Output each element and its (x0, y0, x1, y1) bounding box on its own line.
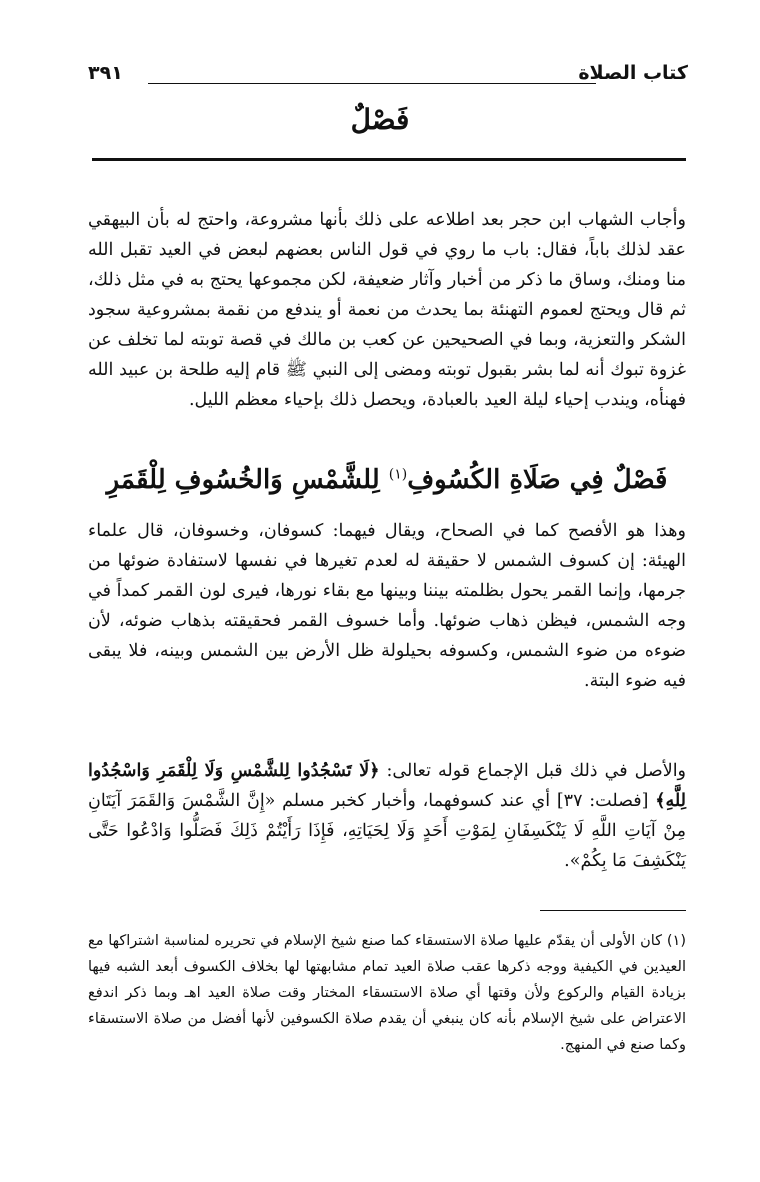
verse-reference: [فصلت: ٣٧] أي عند كسوفهما، وأخبار كخبر مسلم (275, 791, 656, 811)
running-header (88, 62, 688, 90)
footnote-text: (١) كان الأولى أن يقدّم عليها صلاة الاستسقاء كما صنع شيخ الإسلام في تحريره لمناسبة اشتراكها مع العيدين في الكيفية ووجه ذكرها عقب صلاة العيد تمام مشابهتها لها بخلاف الكسوف أبعد الشبه فيها بزيادة القيام والركوع ولأن وقتها أي صلاة الاستسقاء المختار وقت صلاة العيد اهـ وبما ذكر اندفع الاعتراض على شيخ الإسلام بأنه كان ينبغي أن يقدم صلاة الكسوفين لأنها أفضل من صلاة الاستسقاء وكما صنع في المنهج. (88, 933, 686, 1053)
page-number: ٣٩١ (88, 62, 123, 84)
book-title: كتاب الصلاة (578, 62, 688, 84)
section-heading: فَصْلٌ (350, 103, 410, 136)
body-paragraph-3 (88, 756, 686, 876)
footnote-marker[interactable]: (١) (388, 466, 408, 483)
heading-divider (92, 158, 686, 161)
header-rule (148, 83, 596, 84)
quran-verse: ﴿لَا تَسْجُدُوا لِلشَّمْسِ وَلَا لِلْقَمَرِ وَاسْجُدُوا لِلَّهِ﴾ (88, 761, 687, 811)
footnote-separator (540, 910, 686, 911)
hadith-quote: «إِنَّ الشَّمْسَ وَالقَمَرَ آيَتَانِ مِنْ آيَاتِ اللَّهِ لَا يَنْكَسِفَانِ لِمَوْتِ أَحَدٍ وَلَا لِحَيَاتِهِ، فَإِذَا رَأَيْتُمْ ذَلِكَ فَصَلُّوا وَادْعُوا حَتَّى يَنْكَشِفَ مَا بِكُمْ» (88, 791, 686, 871)
body-paragraph-1: وأجاب الشهاب ابن حجر بعد اطلاعه على ذلك بأنها مشروعة، واحتج له بأن البيهقي عقد لذلك باباً، فقال: باب ما روي في قول الناس بعضهم لبعض في العيد تقبل الله منا ومنك، وساق ما ذكر من أخبار وآثار ضعيفة، لكن مجموعها يحتج به في مثل ذلك، ثم قال ويحتج لعموم التهنئة بما يحدث من نعمة أو يندفع من نقمة بمشروعية سجود الشكر والتعزية، وبما في الصحيحين عن كعب بن مالك في قصة توبته لما تخلف عن غزوة تبوك أنه لما بشر بقبول توبته ومضى إلى النبي ﷺ قام إليه طلحة بن عبيد الله فهنأه، ويندب إحياء ليلة العيد بالعبادة، ويحصل ذلك بإحياء معظم الليل. (88, 210, 686, 410)
chapter-heading-part2: لِلشَّمْسِ وَالخُسُوفِ لِلْقَمَرِ (106, 465, 389, 495)
paragraph-end: . (564, 851, 570, 871)
body-paragraph-2: وهذا هو الأفصح كما في الصحاح، ويقال فيهما: كسوفان، وخسوفان، قال علماء الهيئة: إن كسوف الشمس لا حقيقة له لعدم تغيرها في نفسها لاستفادة ضوئها من جرمها، وإنما القمر يحول بظلمته بيننا وبينها مع بقاء نورها، فيرى لون القمر كمداً في وجه الشمس، فيظن ذهاب ضوئها. وأما خسوف القمر فحقيقته بذهاب ضوئه، لأن ضوءه من ضوء الشمس، وكسوفه بحيلولة ظل الأرض بين الشمس وبينه، فلا يبقى فيه ضوء البتة. (88, 521, 686, 691)
chapter-heading-part1: فَصْلٌ فِي صَلَاةِ الكُسُوفِ (407, 465, 668, 495)
paragraph-intro: والأصل في ذلك قبل الإجماع قوله تعالى: (379, 761, 687, 781)
chapter-heading-eclipse (88, 465, 686, 495)
